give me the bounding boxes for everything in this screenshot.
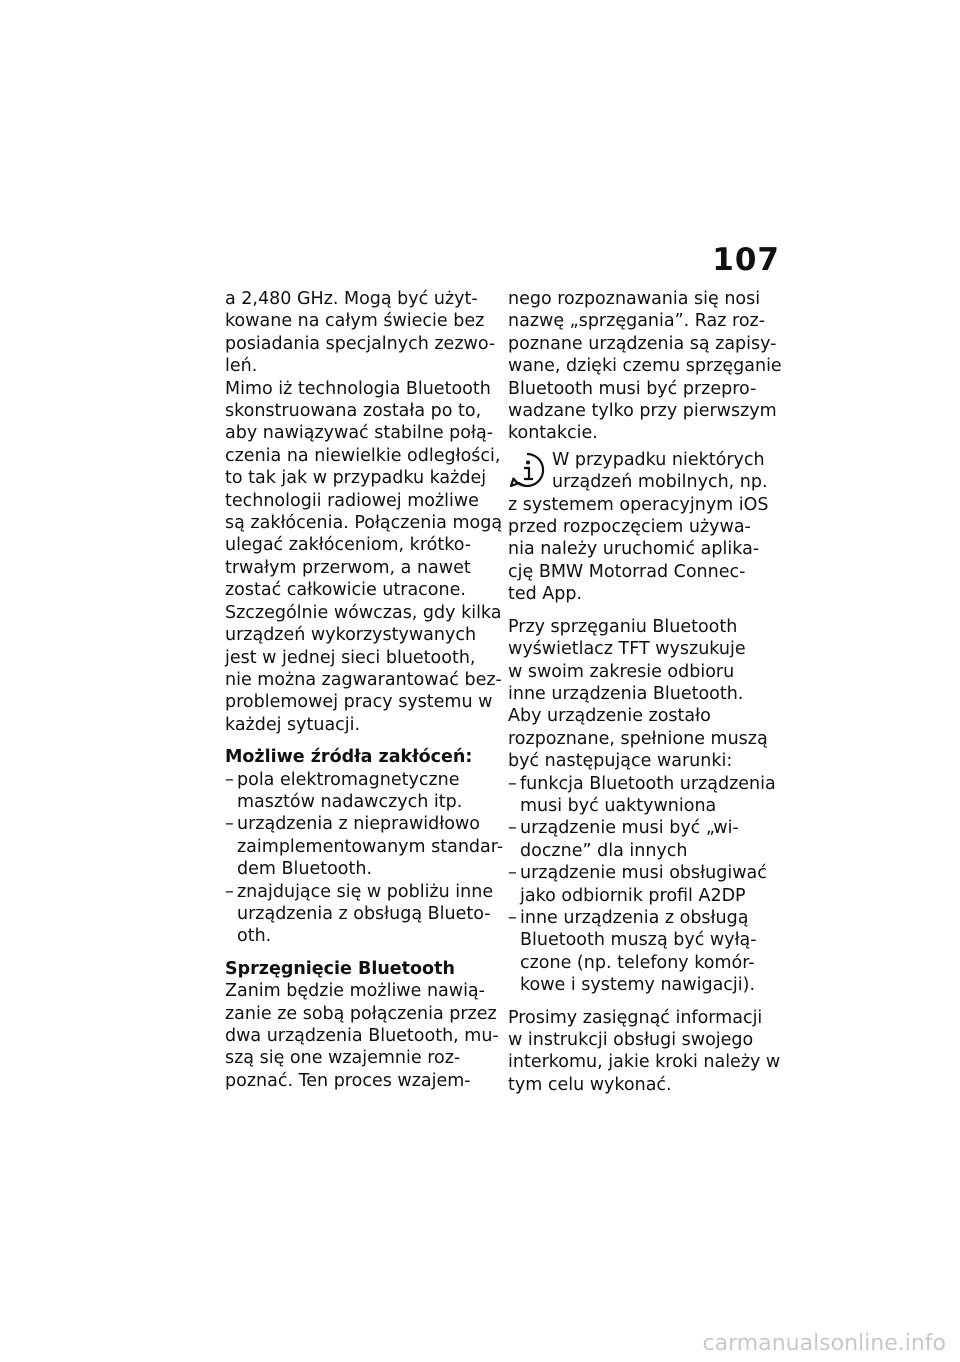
text-line: przed rozpoczęciem używa- [508, 517, 751, 538]
pairing-paragraph [225, 980, 499, 1092]
text-line: nia należy uruchomić aplika- [508, 539, 760, 560]
text-line: ulegać zakłóceniom, krótko- [225, 535, 472, 556]
list-item-text: funkcja Bluetooth urządzenia [520, 773, 776, 794]
watermark: carmanualsonline.info [702, 1331, 946, 1356]
text-line: kontakcie. [508, 423, 598, 444]
text-line: Szczególnie wówczas, gdy kilka [225, 602, 502, 623]
text-line: Zanim będzie możliwe nawią- [225, 981, 485, 1002]
list-item-text: urządzenie musi obsługiwać [520, 863, 767, 884]
list-item-text: masztów nadawczych itp. [237, 791, 463, 812]
text-line: technologii radiowej możliwe [225, 490, 479, 511]
page-number: 107 [712, 242, 780, 278]
list-item: – znajdujące się w pobliżu inne urządzenia z obsługą Blueto- oth. [225, 881, 494, 947]
text-line: w swoim zakresie odbioru [508, 661, 735, 682]
list-item: – pola elektromagnetyczne masztów nadawczych itp. [225, 769, 491, 814]
info-icon [508, 451, 546, 489]
text-line: jest w jednej sieci bluetooth, [225, 647, 476, 668]
text-line: urządzeń mobilnych, np. [552, 472, 768, 493]
text-line: dwa urządzenia Bluetooth, mu- [225, 1026, 499, 1046]
list-item: – urządzenie musi być „wi- doczne” dla innych [508, 817, 776, 862]
text-line: posiadania specjalnych zezwo- [225, 333, 496, 354]
list-item: – inne urządzenia z obsługą Bluetooth muszą być wyłą- czone (np. telefony komór- kowe i systemy nawigacji). [508, 907, 776, 997]
text-line: nazwę „sprzęgania”. Raz roz- [508, 311, 766, 332]
text-line: w instrukcji obsługi swojego [508, 1030, 754, 1050]
text-line: czenia na niewielkie odległości, [225, 445, 501, 466]
text-line: tym celu wykonać. [508, 1074, 672, 1095]
list-item-text: pola elektromagnetyczne [237, 769, 460, 790]
list-item-text: jako odbiornik profil A2DP [520, 885, 746, 906]
text-line: a 2,480 GHz. Mogą być użyt- [225, 289, 478, 309]
list-item-text: doczne” dla innych [520, 840, 688, 861]
text-line: wane, dzięki czemu sprzęganie [508, 356, 782, 377]
text-line: Mimo iż technologia Bluetooth [225, 378, 491, 399]
left-column [225, 288, 504, 1092]
list-item-text: urządzenia z obsługą Blueto- [237, 903, 491, 924]
text-line: cję BMW Motorrad Connec- [508, 561, 746, 582]
list-item-text: zaimplementowanym standar- [237, 836, 504, 857]
text-line: leń. [225, 356, 258, 377]
text-line: zostać całkowicie utracone. [225, 580, 466, 601]
text-line: poznać. Ten proces wzajem- [225, 1070, 471, 1091]
text-line: to tak jak w przypadku każdej [225, 468, 487, 489]
text-line: aby nawiązywać stabilne połą- [225, 423, 494, 444]
text-line: problemowej pracy systemu w [225, 692, 493, 713]
text-line: być następujące warunki: [508, 751, 733, 772]
conditions-list [508, 773, 776, 997]
pairing-heading: Sprzęgnięcie Bluetooth [225, 958, 455, 979]
list-item-text: czone (np. telefony komór- [520, 952, 755, 973]
list-item-text: oth. [237, 926, 272, 947]
text-line: wyświetlacz TFT wyszukuje [508, 639, 746, 660]
text-line: wadzane tylko przy pierwszym [508, 401, 777, 422]
list-item-text: kowe i systemy nawigacji). [520, 975, 756, 996]
list-item-text: znajdujące się w pobliżu inne [237, 881, 494, 902]
text-line: każdej sytuacji. [225, 714, 361, 735]
text-line: trwałym przerwom, a nawet [225, 557, 471, 578]
text-line: skonstruowana została po to, [225, 401, 482, 422]
text-line: szą się one wzajemnie roz- [225, 1048, 461, 1069]
text-line: nie można zagwarantować bez- [225, 669, 502, 690]
list-item-text: urządzenia z nieprawidłowo [237, 814, 480, 835]
list-item-text: Bluetooth muszą być wyłą- [520, 930, 757, 951]
text-line: urządzeń wykorzystywanych [225, 625, 477, 646]
list-item: – funkcja Bluetooth urządzenia musi być uaktywniona [508, 773, 776, 816]
intro-paragraph [508, 288, 782, 445]
list-item-text: musi być uaktywniona [520, 795, 717, 816]
text-line: Aby urządzenie zostało [508, 706, 711, 727]
text-line: Bluetooth musi być przepro- [508, 378, 757, 399]
info-note [508, 449, 776, 606]
text-line: są zakłócenia. Połączenia mogą [225, 513, 503, 534]
text-line: z systemem operacyjnym iOS [508, 494, 769, 515]
interference-list [225, 769, 504, 948]
list-item-text: inne urządzenia z obsługą [520, 907, 749, 928]
interference-heading: Możliwe źródła zakłóceń: [225, 747, 473, 768]
text-line: rozpoznane, spełnione muszą [508, 728, 768, 749]
list-item: – urządzenia z nieprawidłowo zaimplementowanym standar- dem Bluetooth. [225, 814, 504, 880]
text-line: poznane urządzenia są zapisy- [508, 333, 777, 354]
text-line: interkomu, jakie kroki należy w [508, 1052, 781, 1073]
list-item: – urządzenie musi obsługiwać jako odbiornik profil A2DP [508, 862, 776, 907]
text-line: kowane na całym świecie bez [225, 311, 485, 332]
text-line: zanie ze sobą połączenia przez [225, 1003, 497, 1024]
right-column [508, 288, 782, 1096]
list-item-text: urządzenie musi być „wi- [520, 818, 739, 839]
scan-paragraph [508, 616, 776, 773]
intro-paragraph [225, 288, 503, 736]
text-line: W przypadku niektórych [552, 449, 765, 470]
closing-paragraph [508, 1007, 781, 1097]
text-line: inne urządzenia Bluetooth. [508, 683, 744, 704]
text-line: Prosimy zasięgnąć informacji [508, 1007, 763, 1028]
text-line: nego rozpoznawania się nosi [508, 289, 761, 309]
text-line: ted App. [508, 584, 583, 605]
text-line: Przy sprzęganiu Bluetooth [508, 616, 738, 637]
list-item-text: dem Bluetooth. [237, 859, 373, 880]
